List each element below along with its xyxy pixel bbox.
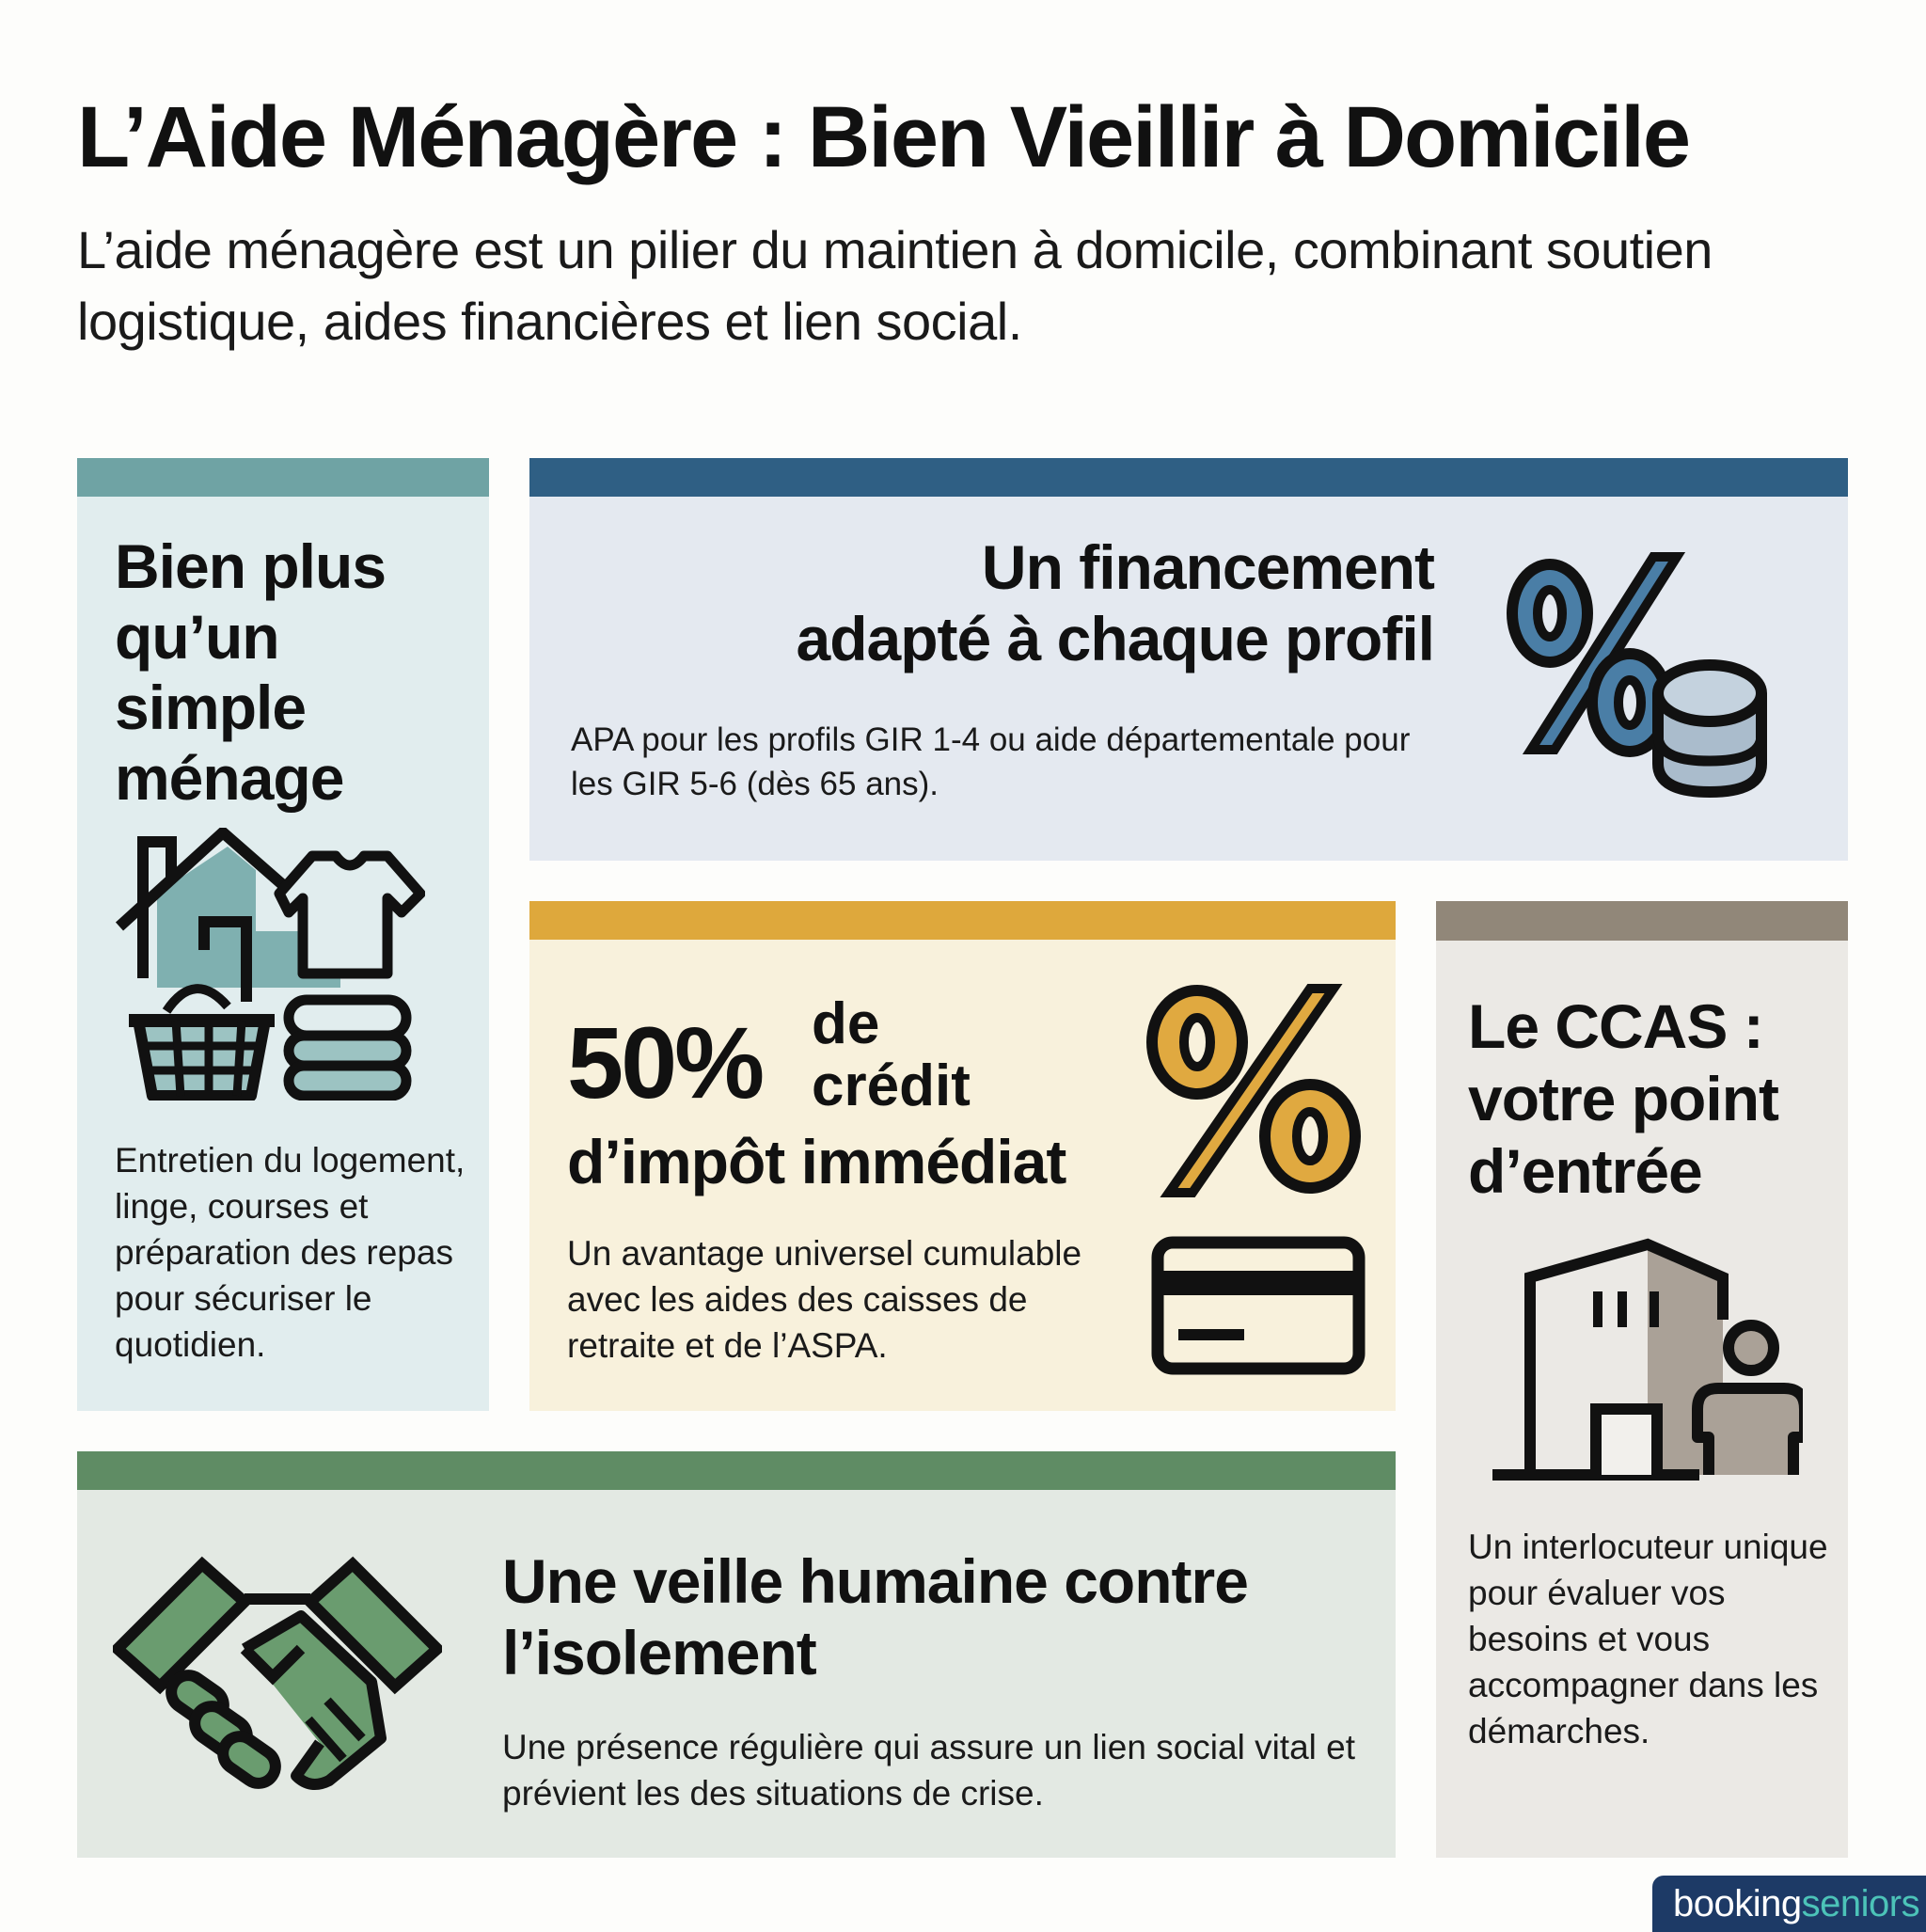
percent-coins-icon xyxy=(1479,552,1790,816)
card-title xyxy=(682,531,1434,674)
logo-part-seniors: seniors xyxy=(1801,1882,1920,1924)
card-title-part1: de xyxy=(812,991,880,1056)
card-title-part3: d’impôt immédiat xyxy=(567,1127,1066,1196)
percent-icon xyxy=(1131,981,1376,1197)
household-chores-icon xyxy=(115,828,425,1101)
card-ccas xyxy=(1436,901,1848,1858)
building-person-icon xyxy=(1483,1235,1803,1484)
card-text: Un avantage universel cumulable avec les aides des caisses de retraite et de l’ASPA. xyxy=(567,1234,1082,1365)
page-title: L’Aide Ménagère : Bien Vieillir à Domicile xyxy=(77,89,1689,185)
page-subtitle: L’aide ménagère est un pilier du maintien à domicile, combinant soutien logistique, aides financières et lien social. xyxy=(77,220,1713,351)
card-title-line1: Un financement xyxy=(981,532,1434,602)
handshake-icon xyxy=(113,1541,442,1804)
card-title: Bien plus qu’un simple ménage xyxy=(115,531,387,813)
card-accent-bar xyxy=(529,901,1396,940)
card-text: APA pour les profils GIR 1-4 ou aide départementale pour les GIR 5-6 (dès 65 ans). xyxy=(571,721,1411,802)
card-accent-bar xyxy=(77,1451,1396,1490)
bookingseniors-logo[interactable] xyxy=(1652,1876,1926,1932)
card-text: Un interlocuteur unique pour évaluer vos besoins et vous accompagner dans les démarches. xyxy=(1468,1528,1828,1750)
card-isolation xyxy=(77,1451,1396,1858)
card-text: Entretien du logement, linge, courses et préparation des repas pour sécuriser le quotidien. xyxy=(115,1141,466,1364)
card-financing xyxy=(529,458,1848,861)
card-tax-credit xyxy=(529,901,1396,1411)
card-title-line2: adapté à chaque profil xyxy=(796,604,1434,673)
card-services xyxy=(77,458,489,1411)
card-title xyxy=(567,991,1150,1196)
card-title: Le CCAS : votre point d’entrée xyxy=(1468,991,1778,1206)
card-accent-bar xyxy=(77,458,489,497)
credit-card-icon xyxy=(1150,1235,1366,1376)
card-accent-bar xyxy=(1436,901,1848,941)
card-title-part2: crédit xyxy=(812,1053,971,1118)
tax-credit-value: 50% xyxy=(567,1006,763,1119)
card-title: Une veille humaine contre l’isolement xyxy=(502,1546,1248,1687)
logo-part-booking: booking xyxy=(1673,1882,1802,1924)
card-accent-bar xyxy=(529,458,1848,497)
card-text: Une présence régulière qui assure un lien social vital et prévient les des situations de crise. xyxy=(502,1728,1356,1813)
